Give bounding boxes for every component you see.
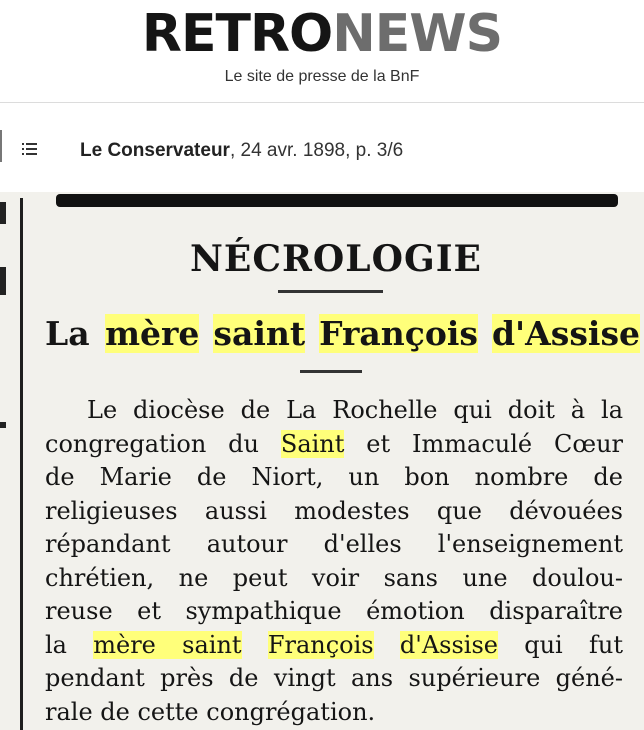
article-line: rale de cette congrégation. (45, 697, 376, 726)
article-line: pendant près de vingt ans supérieure géné- (45, 664, 623, 692)
margin-mark (0, 267, 6, 295)
highlighted-term: d'Assise (399, 630, 498, 659)
site-tagline: Le site de presse de la BnF (224, 68, 420, 85)
logo-retro: RETRO (141, 4, 333, 64)
article-line: chrétien, ne peut voir sans une doulou- (45, 563, 623, 592)
article-body (45, 394, 623, 729)
divider-rule (300, 370, 362, 373)
article-line: reuse et sympathique émotion disparaître (45, 597, 623, 625)
highlighted-term: Saint (280, 429, 345, 458)
margin-mark (0, 422, 6, 428)
retronews-logo[interactable] (0, 0, 644, 62)
article-title (45, 314, 640, 353)
highlighted-term: d'Assise (491, 314, 641, 353)
article-line: la mère saint François d'Assise qui fut (45, 630, 623, 659)
article-line: Le diocèse de La Rochelle qui doit à la (87, 396, 623, 424)
section-heading: NÉCROLOGIE (190, 238, 482, 280)
logo-news: NEWS (332, 4, 503, 64)
article-line: répandant autour d'elles l'enseignement (45, 530, 623, 558)
article-line: congregation du Saint et Immaculé Cœur (45, 429, 623, 458)
journal-name: Le Conservateur (80, 140, 230, 161)
column-rule (20, 198, 23, 730)
article-line: religieuses aussi modestes que dévouées (45, 496, 623, 525)
top-rule (56, 194, 618, 207)
margin-mark (0, 202, 6, 224)
highlighted-term: saint (213, 314, 306, 353)
highlighted-term: mère saint (93, 630, 242, 659)
document-title (80, 140, 403, 162)
site-header (0, 0, 644, 103)
document-toolbar (0, 132, 644, 172)
article-line: de Marie de Niort, un bon nombre de (45, 463, 623, 491)
divider-rule (278, 290, 383, 293)
highlighted-term: mère (105, 314, 200, 353)
highlighted-term: François (267, 630, 374, 659)
issue-details: , 24 avr. 1898, p. 3/6 (229, 140, 404, 161)
list-icon[interactable] (22, 142, 38, 156)
newspaper-scan[interactable] (0, 192, 644, 730)
title-prefix: La (45, 314, 90, 353)
highlighted-term: François (319, 314, 478, 353)
